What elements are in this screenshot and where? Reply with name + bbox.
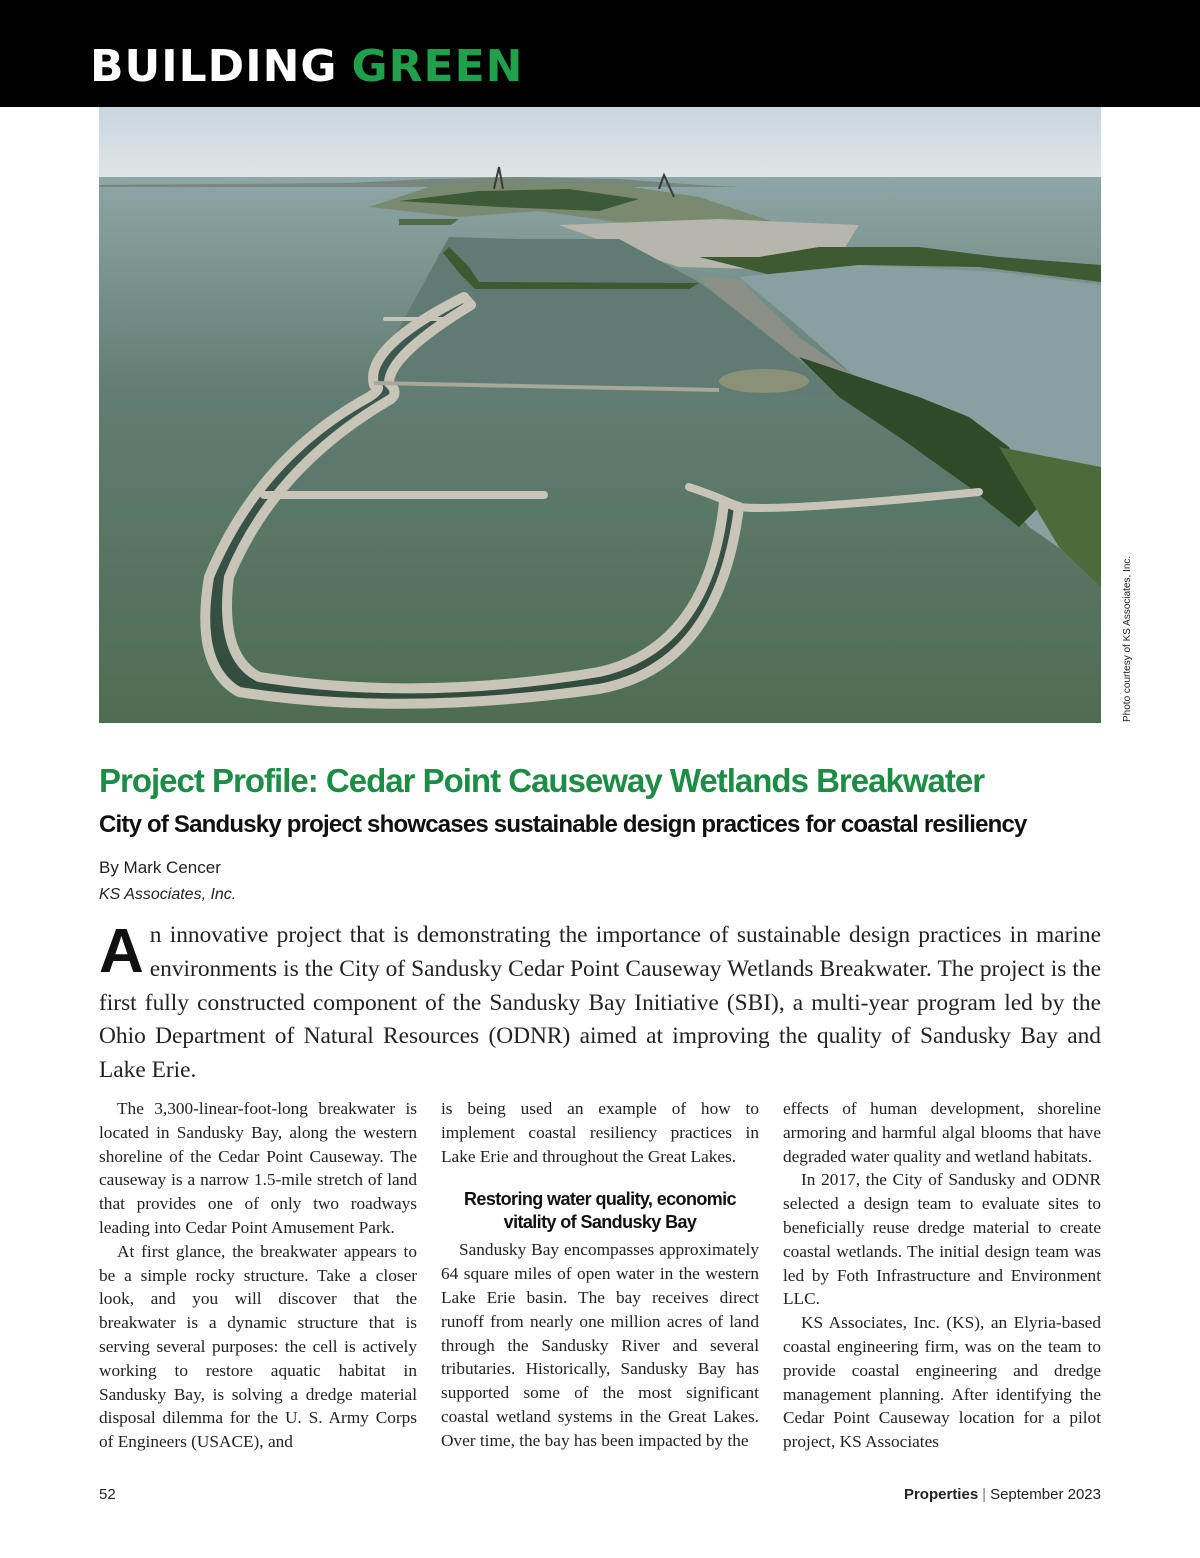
section-banner bbox=[0, 0, 1200, 107]
photo-credit: Photo courtesy of KS Associates, Inc. bbox=[1122, 555, 1133, 722]
body-column-3 bbox=[783, 1097, 1101, 1454]
section-title-word1: BUILDING bbox=[90, 41, 338, 92]
body-column-1 bbox=[99, 1097, 417, 1454]
section-title-word2: GREEN bbox=[351, 41, 524, 92]
paragraph: The 3,300-linear-foot-long breakwater is located in Sandusky Bay, along the western shoreline of the Cedar Point Causeway. The causeway is a narrow 1.5-mile stretch of land that provides one of only two roadways leading into Cedar Point Amusement Park. bbox=[99, 1099, 417, 1237]
article-byline: By Mark Cencer bbox=[99, 858, 221, 877]
drop-cap: A bbox=[99, 917, 144, 986]
paragraph: effects of human development, shoreline armoring and harmful algal blooms that have degraded water quality and wetland habitats. bbox=[783, 1099, 1101, 1166]
paragraph: At first glance, the breakwater appears to be a simple rocky structure. Take a closer look, and you will discover that the breakwater is a dynamic structure that is serving several purposes: the cell is actively working to restore aquatic habitat in Sandusky Bay, is solving a dredge material disposal dilemma for the U. S. Army Corps of Engineers (USACE), and bbox=[99, 1241, 417, 1452]
aerial-photo bbox=[99, 107, 1101, 723]
article-headline: Project Profile: Cedar Point Causeway Wetlands Breakwater bbox=[99, 762, 985, 799]
paragraph: In 2017, the City of Sandusky and ODNR selected a design team to evaluate sites to beneficially reuse dredge material to create coastal wetlands. The initial design team was led by Foth Infrastructure and Environment LLC. bbox=[783, 1170, 1101, 1309]
publication-footer bbox=[904, 1486, 1101, 1503]
article-subhead: City of Sandusky project showcases sustainable design practices for coastal resiliency bbox=[99, 811, 1027, 838]
page-number: 52 bbox=[99, 1486, 116, 1503]
lede-text: n innovative project that is demonstrating the importance of sustainable design practices in marine environments is the City of Sandusky Cedar Point Causeway Wetlands Breakwater. The project is the first fully constructed component of the Sandusky Bay Initiative (SBI), a multi-year program led by the Ohio Department of Natural Resources (ODNR) aimed at improving the quality of Sandusky Bay and Lake Erie. bbox=[99, 922, 1101, 1084]
article-lede bbox=[99, 919, 1101, 1088]
paragraph: KS Associates, Inc. (KS), an Elyria-based coastal engineering firm, was on the team to provide coastal engineering and dredge management planning. After identifying the Cedar Point Causeway location for a pilot project, KS Associates bbox=[783, 1313, 1101, 1452]
section-heading: Restoring water quality, economic vitality of Sandusky Bay bbox=[464, 1189, 736, 1233]
publication-name: Properties bbox=[903, 1486, 979, 1503]
body-column-2 bbox=[441, 1097, 759, 1453]
section-title bbox=[90, 38, 523, 96]
author-affiliation: KS Associates, Inc. bbox=[99, 886, 237, 903]
paragraph: Sandusky Bay encompasses approximately 64 square miles of open water in the western Lake Erie basin. The bay receives direct runoff from nearly one million acres of land through the Sandusky River and several tributaries. Historically, Sandusky Bay has supported some of the most significant coastal wetland systems in the Great Lakes. Over time, the bay has been impacted by the bbox=[441, 1240, 759, 1450]
issue-date: September 2023 bbox=[990, 1486, 1101, 1503]
footer-separator: | bbox=[982, 1486, 987, 1503]
paragraph: is being used an example of how to implement coastal resiliency practices in Lake Erie and throughout the Great Lakes. bbox=[441, 1099, 759, 1166]
